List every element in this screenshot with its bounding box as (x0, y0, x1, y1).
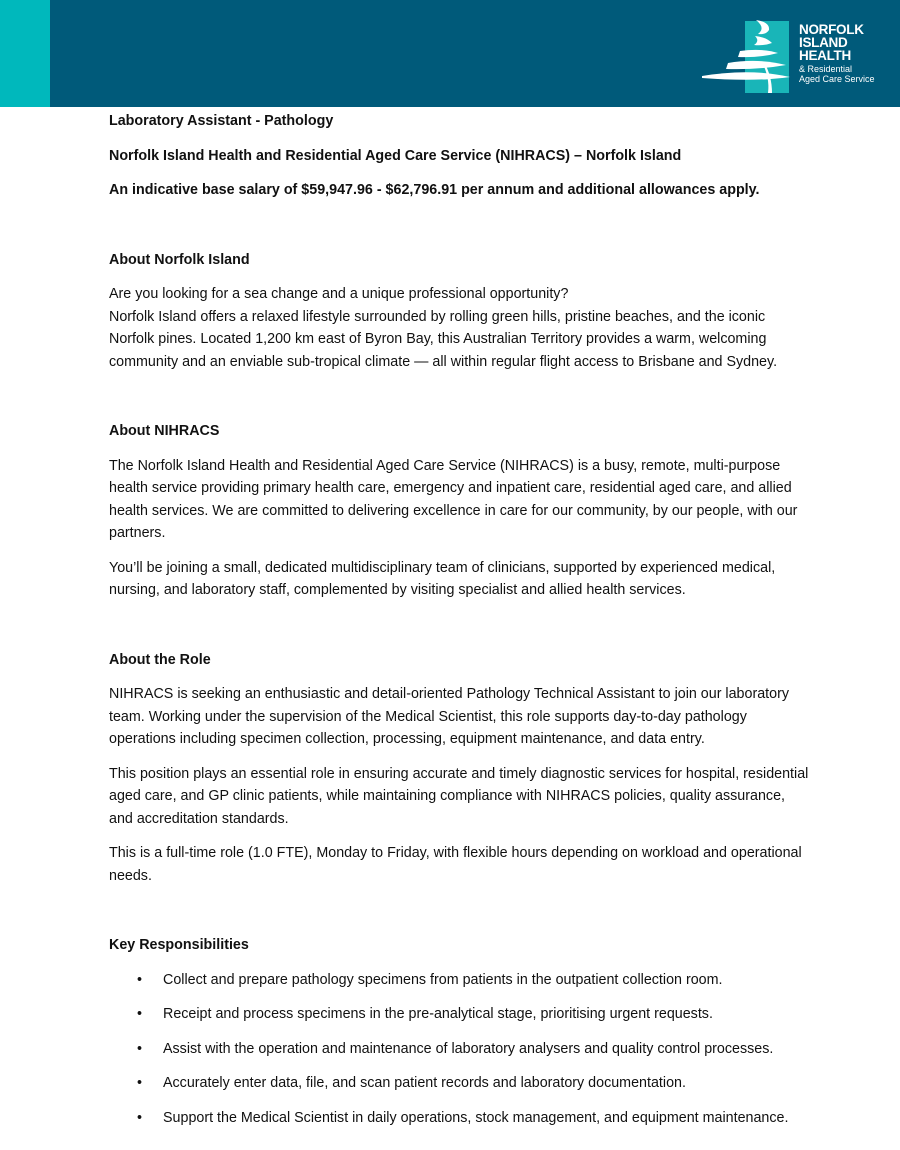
bullet-icon: • (137, 1040, 143, 1057)
job-title: Laboratory Assistant - Pathology (109, 113, 334, 129)
paragraph: Norfolk Island offers a relaxed lifestyle surrounded by rolling green hills, pristine beaches, and the iconic Norfolk pines. Located 1,200 km east of Byron Bay, this Australian Territory provides a warm, welcoming community and an enviable sub-tropical climate — all within regular flight access to Brisbane and Sydney. (109, 308, 778, 370)
organisation-line: Norfolk Island Health and Residential Aged Care Service (NIHRACS) – Norfolk Island (109, 147, 682, 164)
section-heading: About NIHRACS (109, 423, 220, 439)
paragraph: This position plays an essential role in ensuring accurate and timely diagnostic services for hospital, residential aged care, and GP clinic patients, while maintaining compliance with NIHRACS policies, quality assurance, and accreditation standards. (109, 765, 809, 827)
section-about-norfolk-island (109, 249, 809, 374)
list-item-text: Accurately enter data, file, and scan patient records and laboratory documentation. (163, 1075, 686, 1091)
list-item (109, 1038, 809, 1061)
section-heading: About the Role (109, 651, 211, 668)
list-item (109, 1072, 809, 1095)
list-item-text: Assist with the operation and maintenance of laboratory analysers and quality control processes. (163, 1040, 774, 1057)
section-key-responsibilities (109, 934, 809, 1129)
norfolk-pine-wave-icon (700, 18, 800, 98)
job-description (109, 110, 809, 1141)
responsibilities-list (109, 969, 809, 1130)
list-item-text: Support the Medical Scientist in daily operations, stock management, and equipment maintenance. (163, 1109, 789, 1126)
logo-name: NORFOLK ISLAND HEALTH (799, 22, 864, 63)
bullet-icon: • (137, 1109, 143, 1126)
list-item (109, 1003, 809, 1026)
header-accent-strip (0, 0, 50, 107)
paragraph: The Norfolk Island Health and Residential Aged Care Service (NIHRACS) is a busy, remote, multi-purpose health service providing primary health care, emergency and inpatient care, residential aged care, and allied health services. We are committed to delivering excellence in care for our community, by our people, with our partners. (109, 457, 798, 541)
paragraph: NIHRACS is seeking an enthusiastic and detail-oriented Pathology Technical Assistant to join our laboratory team. Working under the supervision of the Medical Scientist, this role supports day-to-day pathology operations including specimen collection, processing, equipment maintenance, and data entry. (109, 686, 790, 747)
nihracs-logo (700, 18, 890, 98)
bullet-icon: • (137, 971, 143, 988)
section-heading: Key Responsibilities (109, 937, 249, 953)
bullet-icon: • (137, 1075, 143, 1091)
list-item (109, 969, 809, 992)
paragraph: Are you looking for a sea change and a unique professional opportunity? (109, 286, 569, 302)
list-item (109, 1107, 809, 1130)
salary-line: An indicative base salary of $59,947.96 - $62,796.91 per annum and additional allowances apply. (109, 182, 760, 198)
logo-subtitle: & Residential Aged Care Service (799, 64, 875, 84)
list-item-text: Collect and prepare pathology specimens from patients in the outpatient collection room. (163, 971, 723, 988)
paragraph: This is a full-time role (1.0 FTE), Monday to Friday, with flexible hours depending on workload and operational needs. (109, 845, 802, 884)
section-about-nihracs (109, 420, 809, 602)
paragraph: You’ll be joining a small, dedicated multidisciplinary team of clinicians, supported by experienced medical, nursing, and laboratory staff, complemented by visiting specialist and allied health services. (109, 559, 776, 598)
section-about-the-role (109, 649, 809, 888)
section-heading: About Norfolk Island (109, 251, 250, 268)
header-banner (0, 0, 900, 107)
list-item-text: Receipt and process specimens in the pre-analytical stage, prioritising urgent requests. (163, 1006, 713, 1022)
bullet-icon: • (137, 1006, 143, 1022)
